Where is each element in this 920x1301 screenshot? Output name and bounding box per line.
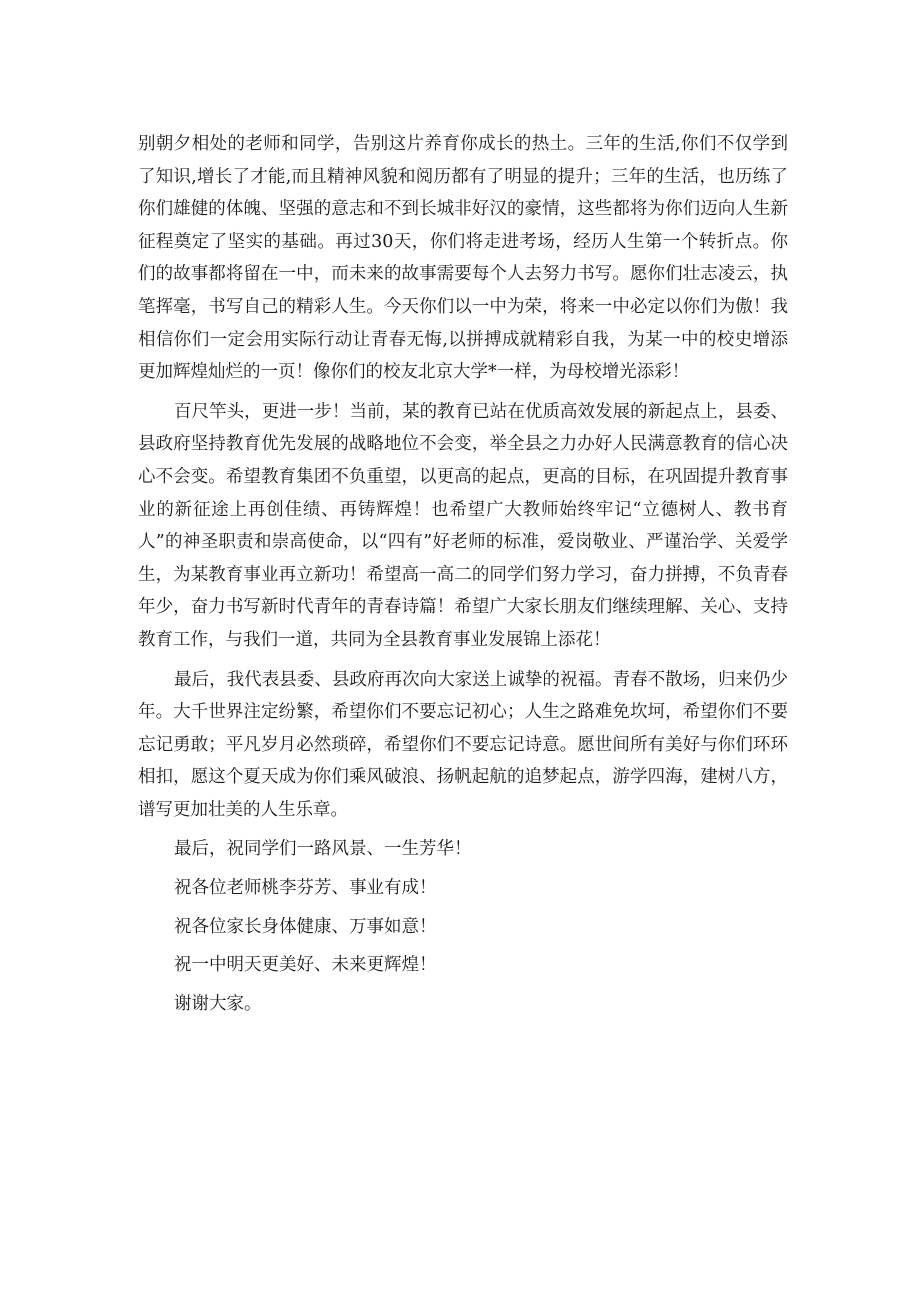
paragraph-3: 最后，我代表县委、县政府再次向大家送上诚挚的祝福。青春不散场，归来仍少年。大千世界注定纷繁，希望你们不要忘记初心；人生之路难免坎坷，希望你们不要忘记勇敢；平凡岁月必然琐碎，希望你们不要忘记诗意。愿世间所有美好与你们环环相扣，愿这个夏天成为你们乘风破浪、扬帆起航的追梦起点，游学四海，建树八方，谱写更加壮美的人生乐章。 xyxy=(138,669,788,820)
document-body xyxy=(138,128,788,1026)
closing-line-5: 谢谢大家。 xyxy=(174,993,262,1014)
closing-line-1: 最后，祝同学们一路风景、一生芳华！ xyxy=(174,839,472,860)
closing-line-4: 祝一中明天更美好、未来更辉煌！ xyxy=(174,955,437,976)
closing-line-3: 祝各位家长身体健康、万事如意！ xyxy=(174,916,437,937)
paragraph-1: 别朝夕相处的老师和同学，告别这片养育你成长的热土。三年的生活,你们不仅学到了知识,增长了才能,而且精神风貌和阅历都有了明显的提升；三年的生活，也历练了你们雄健的体魄、坚强的意志和不到长城非好汉的豪情，这些都将为你们迈向人生新征程奠定了坚实的基础。再过30天，你们将走进考场，经历人生第一个转折点。你们的故事都将留在一中，而未来的故事需要每个人去努力书写。愿你们壮志凌云，执笔挥毫，书写自己的精彩人生。今天你们以一中为荣，将来一中必定以你们为傲！我相信你们一定会用实际行动让青春无悔,以拼搏成就精彩自我，为某一中的校史增添更加辉煌灿烂的一页！像你们的校友北京大学*一样，为母校增光添彩！ xyxy=(138,134,788,383)
closing-line-2: 祝各位老师桃李芬芳、事业有成！ xyxy=(174,878,437,899)
paragraph-2: 百尺竿头，更进一步！当前，某的教育已站在优质高效发展的新起点上，县委、县政府坚持教育优先发展的战略地位不会变，举全县之力办好人民满意教育的信心决心不会变。希望教育集团不负重望，以更高的起点，更高的目标，在巩固提升教育事业的新征途上再创佳绩、再铸辉煌！也希望广大教师始终牢记“立德树人、教书育人”的神圣职责和崇高使命，以“四有”好老师的标准，爱岗敬业、严谨治学、关爱学生，为某教育事业再立新功！希望高一高二的同学们努力学习，奋力拼搏，不负青春年少，奋力书写新时代青年的青春诗篇！希望广大家长朋友们继续理解、关心、支持教育工作，与我们一道，共同为全县教育事业发展锦上添花！ xyxy=(138,401,788,650)
